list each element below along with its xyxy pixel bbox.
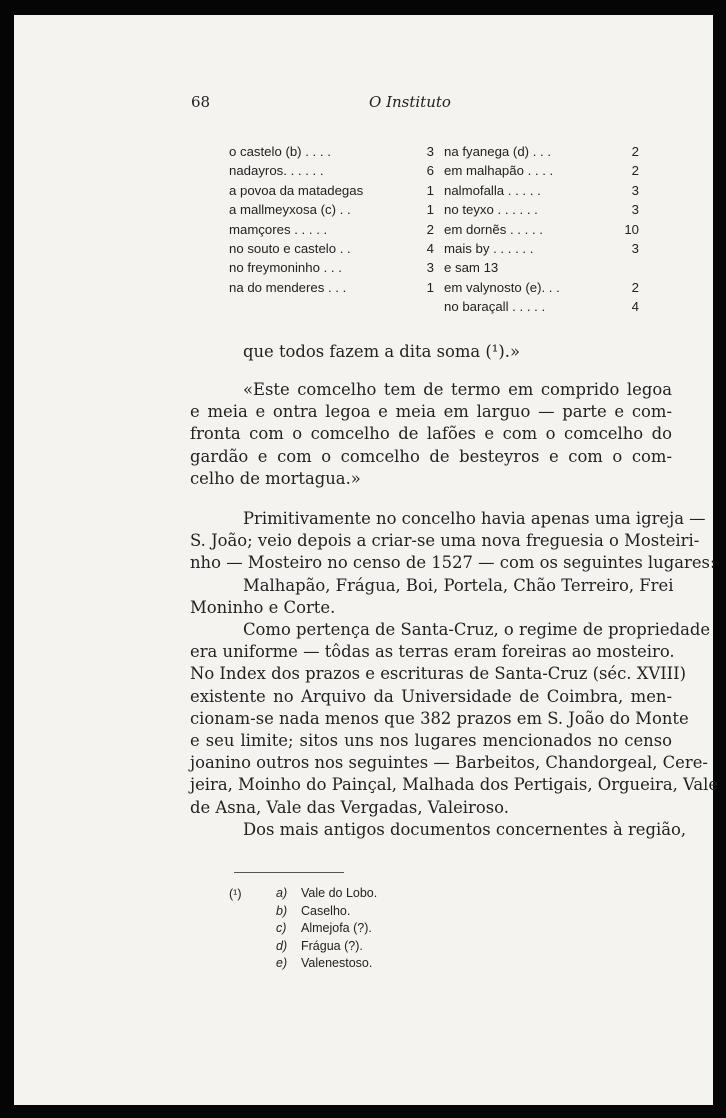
row-name: mais by . . . . . .: [444, 240, 534, 256]
body-line: de Asna, Vale das Vergadas, Valeiroso.: [190, 797, 509, 817]
row-name: no souto e castelo . .: [229, 240, 351, 256]
footnote-item: [276, 903, 377, 921]
row-name: em malhapão . . . .: [444, 163, 554, 179]
footnote-text: Caselho.: [301, 903, 351, 918]
row-value: 1: [426, 279, 434, 295]
row-value: 1: [426, 202, 434, 218]
table-row: [229, 144, 434, 163]
row-value: 1: [426, 182, 434, 198]
row-value: 3: [426, 260, 434, 276]
table-row: [444, 183, 639, 202]
footnote-text: Frágua (?).: [301, 938, 363, 953]
body-line: cionam-se nada menos que 382 prazos em S. João do Monte: [190, 708, 689, 728]
body-line: existente no Arquivo da Universidade de Coimbra, men-: [190, 686, 672, 706]
row-value: 3: [631, 202, 639, 218]
row-value: 10: [624, 221, 639, 237]
table-row: [229, 260, 434, 279]
row-value: 2: [426, 221, 434, 237]
page-number: 68: [191, 93, 211, 111]
row-name: no freymoninho . . .: [229, 260, 342, 276]
footnote-key: a): [276, 886, 288, 900]
quote-line: «Este comcelho tem de termo em comprido legoa: [243, 380, 672, 399]
row-name: mamçores . . . . .: [229, 221, 328, 237]
row-name: a mallmeyxosa (c) . .: [229, 202, 351, 218]
table-row: [444, 280, 639, 299]
table-row: [444, 144, 639, 163]
row-value: 4: [631, 299, 639, 315]
page-header: [14, 93, 713, 117]
footnote-text: Almejofa (?).: [301, 921, 372, 936]
footnote-item: [276, 955, 377, 973]
row-value: 3: [631, 240, 639, 256]
table-row: [229, 202, 434, 221]
table-row: [229, 163, 434, 182]
row-value: 2: [631, 163, 639, 179]
row-name: em valynosto (e). . .: [444, 279, 560, 295]
body-line: e seu limite; sitos uns nos lugares mencionados no censo: [190, 731, 672, 751]
body-line: No Index dos prazos e escrituras de Santa-Cruz (séc. XVIII): [190, 664, 687, 684]
row-name: nalmofalla . . . . .: [444, 182, 541, 198]
body-line: nho — Mosteiro no censo de 1527 — com os seguintes lugares:: [190, 553, 716, 573]
row-name: e sam 13: [444, 260, 499, 276]
body-line: jeira, Moinho do Painçal, Malhada dos Pertigais, Orgueira, Vale: [190, 775, 719, 795]
row-value: 3: [631, 182, 639, 198]
table-row: [229, 280, 434, 299]
row-value: 6: [426, 163, 434, 179]
table-row: [444, 241, 639, 260]
table-row: [229, 241, 434, 260]
footnote-item: [276, 920, 377, 938]
quote-line: e meia e ontra legoa e meia em larguo — parte e com-: [190, 402, 672, 422]
table-closing-line: que todos fazem a dita soma (¹).»: [243, 342, 521, 361]
table-row: [444, 260, 639, 279]
body-line: Como pertença de Santa-Cruz, o regime de propriedade: [243, 620, 711, 640]
table-row: [229, 222, 434, 241]
footnote-list: [276, 885, 377, 973]
body-line: Moninho e Corte.: [190, 597, 336, 617]
row-name: o castelo (b) . . . .: [229, 144, 331, 159]
body-line: Malhapão, Frágua, Boi, Portela, Chão Terreiro, Frei: [243, 575, 674, 595]
body-line: era uniforme — tôdas as terras eram foreiras ao mosteiro.: [190, 642, 675, 662]
footnote-marker: (¹): [229, 887, 242, 901]
body-line: joanino outros nos seguintes — Barbeitos, Chandorgeal, Cere-: [190, 753, 708, 773]
row-name: nadayros. . . . . .: [229, 163, 324, 179]
row-name: na do menderes . . .: [229, 279, 347, 295]
quote-line: celho de mortagua.»: [190, 468, 361, 488]
body-line: Primitivamente no concelho havia apenas uma igreja —: [243, 509, 706, 528]
running-title: O Instituto: [369, 93, 451, 111]
row-name: em dornẽs . . . . .: [444, 221, 543, 237]
row-value: 2: [631, 144, 639, 159]
footnote-item: [276, 885, 377, 903]
row-name: no baraçall . . . . .: [444, 299, 546, 315]
row-name: a povoa da matadegas: [229, 182, 364, 198]
footnote-key: c): [276, 921, 287, 936]
footnote-item: [276, 938, 377, 956]
body-text: [190, 508, 719, 841]
parish-table-left: [229, 144, 434, 299]
row-value: 2: [631, 279, 639, 295]
footnote-text: Vale do Lobo.: [301, 886, 378, 900]
footnote-key: d): [276, 938, 288, 953]
book-page: [14, 15, 719, 1105]
body-line: S. João; veio depois a criar-se uma nova freguesia o Mosteiri-: [190, 531, 700, 551]
row-name: na fyanega (d) . . .: [444, 144, 552, 159]
table-row: [444, 222, 639, 241]
table-row: [444, 163, 639, 182]
table-row: [444, 202, 639, 221]
footnote-rule: [234, 872, 344, 873]
table-row: [444, 299, 639, 318]
table-row: [229, 183, 434, 202]
footnote-key: e): [276, 956, 288, 971]
quote-line: fronta com o comcelho de lafões e com o comcelho do: [190, 424, 672, 444]
quote-line: gardão e com o comcelho de besteyros e com o com-: [190, 446, 672, 466]
body-line: Dos mais antigos documentos concernentes à região,: [243, 819, 687, 839]
row-value: 4: [426, 240, 434, 256]
row-name: no teyxo . . . . . .: [444, 202, 538, 218]
quote-paragraph: [190, 379, 672, 490]
parish-table-right: [444, 144, 639, 319]
footnote-key: b): [276, 903, 288, 918]
footnote-text: Valenestoso.: [301, 956, 373, 971]
row-value: 3: [426, 144, 434, 159]
